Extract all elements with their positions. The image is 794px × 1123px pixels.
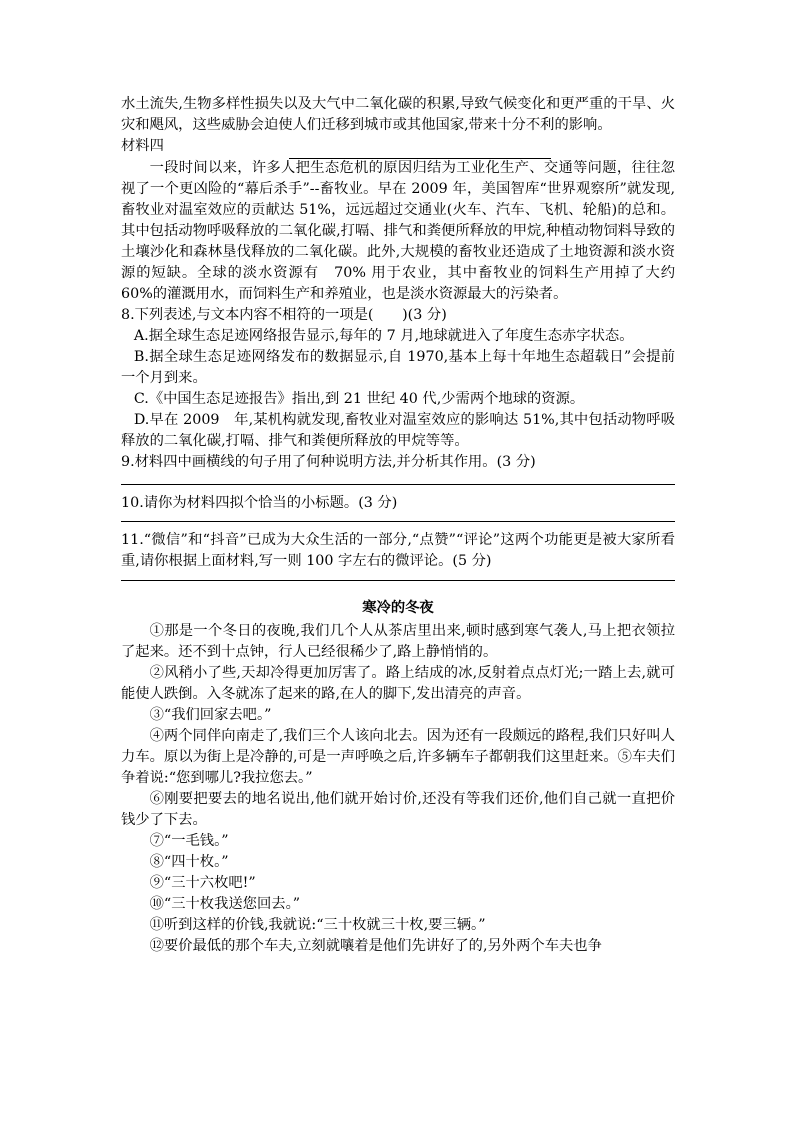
story-paragraph: ⑨“三十六枚吧!” (149, 875, 256, 891)
intro-paragraph: 水土流失,生物多样性损失以及大气中二氧化碳的积累,导致气候变化和更严重的干旱、火灾和飓风，这些威胁会迫使人们迁移到城市或其他国家,带来十分不利的影响。 (121, 96, 675, 133)
story-title: 寒冷的冬夜 (362, 600, 434, 616)
question-8-stem: 8.下列表述,与文本内容不相符的一项是( )(3 分) (121, 307, 447, 323)
story-paragraph: ⑪听到这样的价钱,我就说:“三十枚就三十枚,要三辆。” (149, 917, 486, 933)
question-10: 10.请你为材料四拟个恰当的小标题。(3 分) (121, 495, 398, 511)
story-paragraph: ⑩“三十枚我送您回去。” (149, 896, 301, 912)
question-8-option-d: D.早在 2009 年,某机构就发现,畜牧业对温室效应的影响达 51%,其中包括动物呼吸释放的二氧化碳,打嗝、排气和粪便所释放的甲烷等等。 (121, 412, 675, 449)
answer-line-q10 (121, 521, 675, 522)
story-paragraph: ②风稍小了些,天却冷得更加厉害了。路上结成的冰,反射着点点灯光;一踏上去,就可能使人跌倒。入冬就冻了起来的路,在人的脚下,发出清亮的声音。 (121, 665, 675, 702)
material4-label: 材料四 (121, 138, 164, 154)
story-paragraph: ⑥刚要把要去的地名说出,他们就开始讨价,还没有等我们还价,他们自己就一直把价钱少了下去。 (121, 791, 675, 828)
answer-line-q11 (121, 580, 675, 581)
story-paragraph: ⑦“一毛钱。” (149, 833, 229, 849)
question-9: 9.材料四中画横线的句子用了何种说明方法,并分析其作用。(3 分) (121, 454, 536, 470)
story-paragraph: ①那是一个冬日的夜晚,我们几个人从茶店里出来,顿时感到寒气袭人,马上把衣领拉了起来。还不到十点钟，行人已经很稀少了,路上静悄悄的。 (121, 623, 675, 660)
question-8-option-c: C.《中国生态足迹报告》指出,到 21 世纪 40 代,少需两个地球的资源。 (133, 391, 585, 407)
document-content (121, 94, 675, 957)
story-paragraph: ⑫要价最低的那个车夫,立刻就嚷着是他们先讲好了的,另外两个车夫也争 (149, 938, 602, 954)
story-paragraph: ③“我们回家去吧。” (149, 707, 272, 723)
question-11: 11.“微信”和“抖音”已成为大众生活的一部分,“点赞”“评论”这两个功能更是被大家所看重,请你根据上面材料,写一则 100 字左右的微评论。(5 分) (121, 532, 675, 569)
story-paragraph: ④两个同伴向南走了,我们三个人该向北去。因为还有一段颇远的路程,我们只好叫人力车。原以为街上是冷静的,可是一声呼唤之后,许多辆车子都朝我们这里赶来。⑤车夫们争着说:“您到哪儿?我拉您去。” (121, 728, 675, 786)
question-8-option-b: B.据全球生态足迹网络发布的数据显示,自 1970,基本上每十年地生态超载日”会提前一个月到来。 (121, 349, 675, 386)
question-8-option-a: A.据全球生态足迹网络报告显示,每年的 7 月,地球就进入了年度生态赤字状态。 (133, 328, 634, 344)
answer-line-q9 (121, 484, 675, 485)
story-paragraph: ⑧“四十枚。” (149, 854, 229, 870)
material4-paragraph: 一段时间以来，许多人把生态危机的原因归结为工业化生产、交通等问题，往往忽视了一个更凶险的“幕后杀手”--畜牧业。早在 2009 年，美国智库“世界观察所”就发现,畜牧业对温室效应的贡献达 51%，远远超过交通业(火车、汽车、飞机、轮船)的总和。其中包括动物呼吸释放的二氧化碳,打嗝、排气和粪便所释放的甲烷,种植动物饲料导致的土壤沙化和森林垦伐释放的二氧化碳。此外,大规模的畜牧业还造成了土地资源和淡水资源的短缺。全球的淡水资源有 70% 用于农业，其中畜牧业的饲料生产用掉了大约 60%的灌溉用水，而饲料生产和养殖业，也是淡水资源最大的污染者。 (121, 160, 675, 302)
